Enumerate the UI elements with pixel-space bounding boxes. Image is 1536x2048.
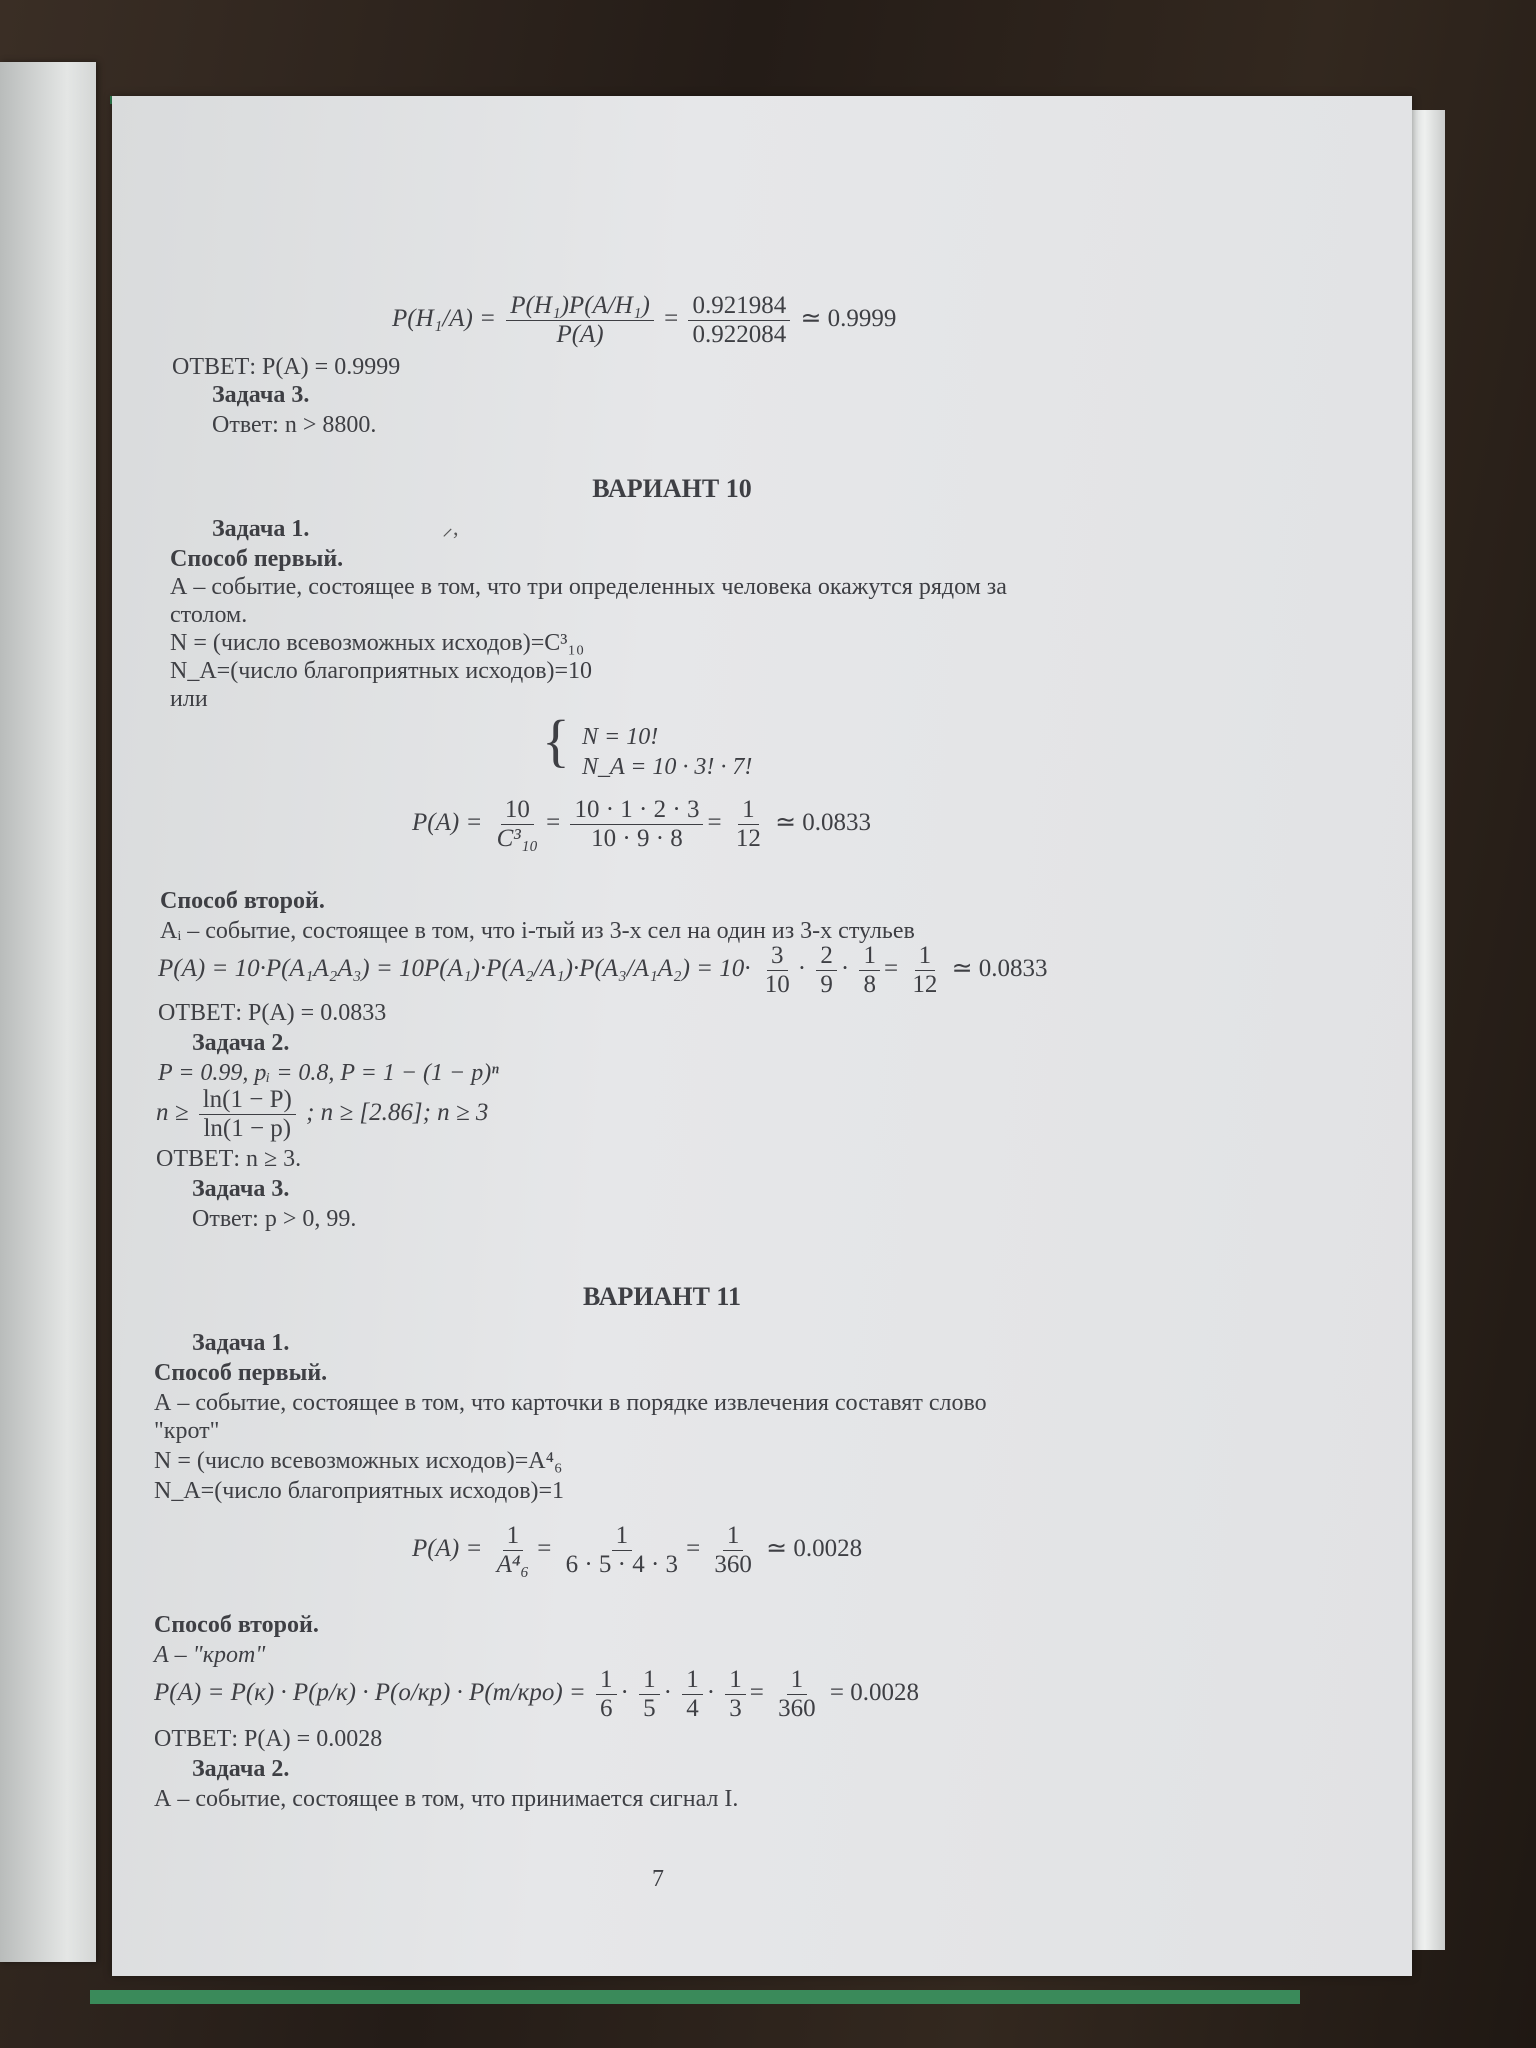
- v11-answer1: ОТВЕТ: P(A) = 0.0028: [154, 1726, 383, 1752]
- v10-equation2: P(A) = 10·P(A₁A₂A₃) = 10P(A₁)·P(A₂/A₁)·P(A₃/A₁A₂) = 10· $\frac{3}{10}$ · $\frac{2}{9}$ · $\frac{1}{8}$ = $\frac{1}{12}$ ≃ 0.0833: [158, 942, 1048, 998]
- v9-task3-answer: Ответ: n > 8800.: [212, 412, 377, 438]
- system-line2: N_A = 10 · 3! · 7!: [582, 754, 753, 780]
- v10-task2-inequality: n ≥ $\frac{\ln(1 - P)}{\ln(1 - p)}$ ; n ≥ [2.86]; n ≥ 3: [156, 1086, 489, 1142]
- v11-equation1: P(A) = $\frac{1}{\text{A⁴₆}}$ = $\frac{1}{6 \cdot 5 \cdot 4 \cdot 3}$ = $\frac{1}{360}$ ≃ 0.0028: [412, 1522, 863, 1578]
- variant-11-title: ВАРИАНТ 11: [583, 1282, 741, 1311]
- v10-event-line1: А – событие, состоящее в том, что три определенных человека окажутся рядом за: [170, 574, 1007, 600]
- v10-equation1: P(A) = $\frac{10}{\text{C³₁₀}}$ = $\frac{10 \cdot 1 \cdot 2 \cdot 3}{10 \cdot 9 \cdot 8}$ = $\frac{1}{12}$ ≃ 0.0833: [412, 796, 872, 852]
- system-line1: N = 10!: [582, 724, 659, 750]
- v10-answer3: Ответ: p > 0, 99.: [192, 1206, 357, 1232]
- v10-na-line: N_A=(число благоприятных исходов)=10: [170, 658, 593, 684]
- v11-task1-heading: Задача 1.: [192, 1330, 290, 1356]
- v10-answer1: ОТВЕТ: P(A) = 0.0833: [158, 1000, 387, 1026]
- pen-mark: ⸝,: [442, 515, 459, 540]
- v11-a-line: А – "крот": [154, 1642, 266, 1668]
- v11-n-line: N = (число всевозможных исходов)=A⁴₆: [154, 1448, 563, 1474]
- v10-answer2: ОТВЕТ: n ≥ 3.: [156, 1146, 302, 1172]
- book-cover-bottom-edge: [90, 1990, 1300, 2004]
- v11-task2-heading: Задача 2.: [192, 1756, 290, 1782]
- v11-way2-heading: Способ второй.: [154, 1612, 319, 1638]
- v9-answer: ОТВЕТ: P(A) = 0.9999: [172, 354, 401, 380]
- v11-event-line2: "крот": [154, 1418, 220, 1444]
- equation-bayes: P(H₁/A) = $\frac{\text{P(H₁)P(A/H₁)}}{P(A)}$ = $\frac{0.921984}{0.922084}$ ≃ 0.9999: [392, 292, 897, 348]
- v9-task3-heading: Задача 3.: [212, 382, 310, 408]
- v10-task1-heading: Задача 1.: [212, 516, 310, 542]
- v10-way1-heading: Способ первый.: [170, 546, 344, 572]
- fraction: $\frac{10}{\text{C³₁₀}}$: [496, 796, 539, 852]
- v10-ai-line: Aᵢ – событие, состоящее в том, что i-тый из 3-х сел на один из 3-х стульев: [160, 918, 915, 944]
- v10-way2-heading: Способ второй.: [160, 888, 325, 914]
- fraction: $\frac{10 \cdot 1 \cdot 2 \cdot 3}{10 \cdot 9 \cdot 8}$: [570, 796, 703, 853]
- fraction: $\frac{\text{P(H₁)P(A/H₁)}}{P(A)}$: [506, 292, 654, 349]
- v11-event-line1: А – событие, состоящее в том, что карточки в порядке извлечения составят слово: [154, 1390, 987, 1416]
- v10-task2-heading: Задача 2.: [192, 1030, 290, 1056]
- eq-lhs: P(H₁/A) =: [392, 305, 497, 333]
- v10-n-line: N = (число всевозможных исходов)=C³₁₀: [170, 630, 585, 656]
- fraction: $\frac{1}{12}$: [735, 796, 761, 852]
- fraction: $\frac{0.921984}{0.922084}$: [688, 292, 790, 349]
- v11-task2-line: А – событие, состоящее в том, что принимается сигнал I.: [154, 1786, 739, 1812]
- v10-task3-heading: Задача 3.: [192, 1176, 290, 1202]
- system-brace: {: [542, 708, 570, 773]
- v11-equation2: P(A) = P(к) · P(р/к) · P(о/кр) · P(т/кро) = $\frac{1}{6}$ · $\frac{1}{5}$ · $\frac{1}{4}$ · $\frac{1}{3}$ = $\frac{1}{360}$ = 0.0028: [154, 1666, 919, 1722]
- page-number: 7: [652, 1866, 664, 1892]
- v11-way1-heading: Способ первый.: [154, 1360, 328, 1386]
- v10-or: или: [170, 686, 208, 712]
- left-page-edge: [0, 62, 96, 1962]
- variant-10-title: ВАРИАНТ 10: [592, 474, 752, 503]
- v10-task2-line1: P = 0.99, pᵢ = 0.8, P = 1 − (1 − p)ⁿ: [158, 1060, 499, 1086]
- document-page: [112, 96, 1412, 1976]
- v10-event-line2: столом.: [170, 602, 248, 628]
- v11-na-line: N_A=(число благоприятных исходов)=1: [154, 1478, 565, 1504]
